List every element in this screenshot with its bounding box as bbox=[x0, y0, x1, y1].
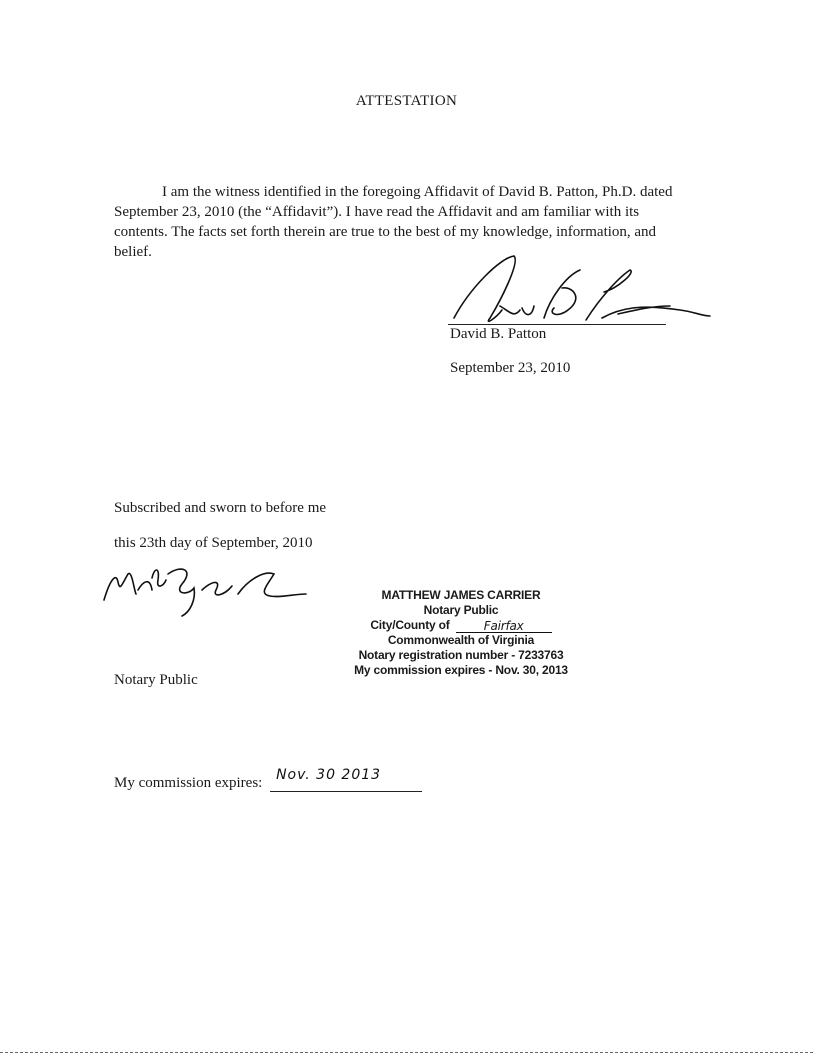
notary-public-label: Notary Public bbox=[114, 672, 198, 688]
stamp-expires: My commission expires - Nov. 30, 2013 bbox=[354, 663, 568, 677]
commission-handwritten: Nov. 30 2013 bbox=[276, 767, 382, 783]
county-field bbox=[456, 619, 552, 633]
page-bottom-rule bbox=[0, 1052, 813, 1053]
attestation-paragraph: I am the witness identified in the foregoing Affidavit of David B. Patton, Ph.D. dated September 23, 2010 (the “Affidavit”). I have read the Affidavit and am familiar with its contents. The facts set forth therein are true to the best of my knowledge, information, and belief. bbox=[114, 184, 673, 260]
commission-label: My commission expires: bbox=[114, 775, 263, 791]
signer-date: September 23, 2010 bbox=[450, 360, 571, 376]
commission-field bbox=[270, 767, 422, 792]
signature-line bbox=[448, 324, 666, 325]
stamp-name: MATTHEW JAMES CARRIER bbox=[381, 588, 541, 602]
stamp-registration: Notary registration number - 7233763 bbox=[358, 648, 564, 662]
commission-expires bbox=[114, 767, 422, 792]
stamp-state: Commonwealth of Virginia bbox=[387, 633, 535, 647]
page-title: ATTESTATION bbox=[355, 93, 458, 109]
stamp-county bbox=[336, 618, 586, 633]
stamp-county-label: City/County of bbox=[370, 618, 450, 632]
notary-stamp bbox=[336, 588, 586, 678]
county-handwritten: Fairfax bbox=[483, 619, 524, 633]
signer-name: David B. Patton bbox=[450, 326, 547, 342]
sworn-line-1: Subscribed and sworn to before me bbox=[114, 500, 327, 516]
notary-signature-image bbox=[98, 560, 318, 630]
stamp-title: Notary Public bbox=[423, 603, 499, 617]
sworn-line-2: this 23th day of September, 2010 bbox=[114, 535, 313, 551]
